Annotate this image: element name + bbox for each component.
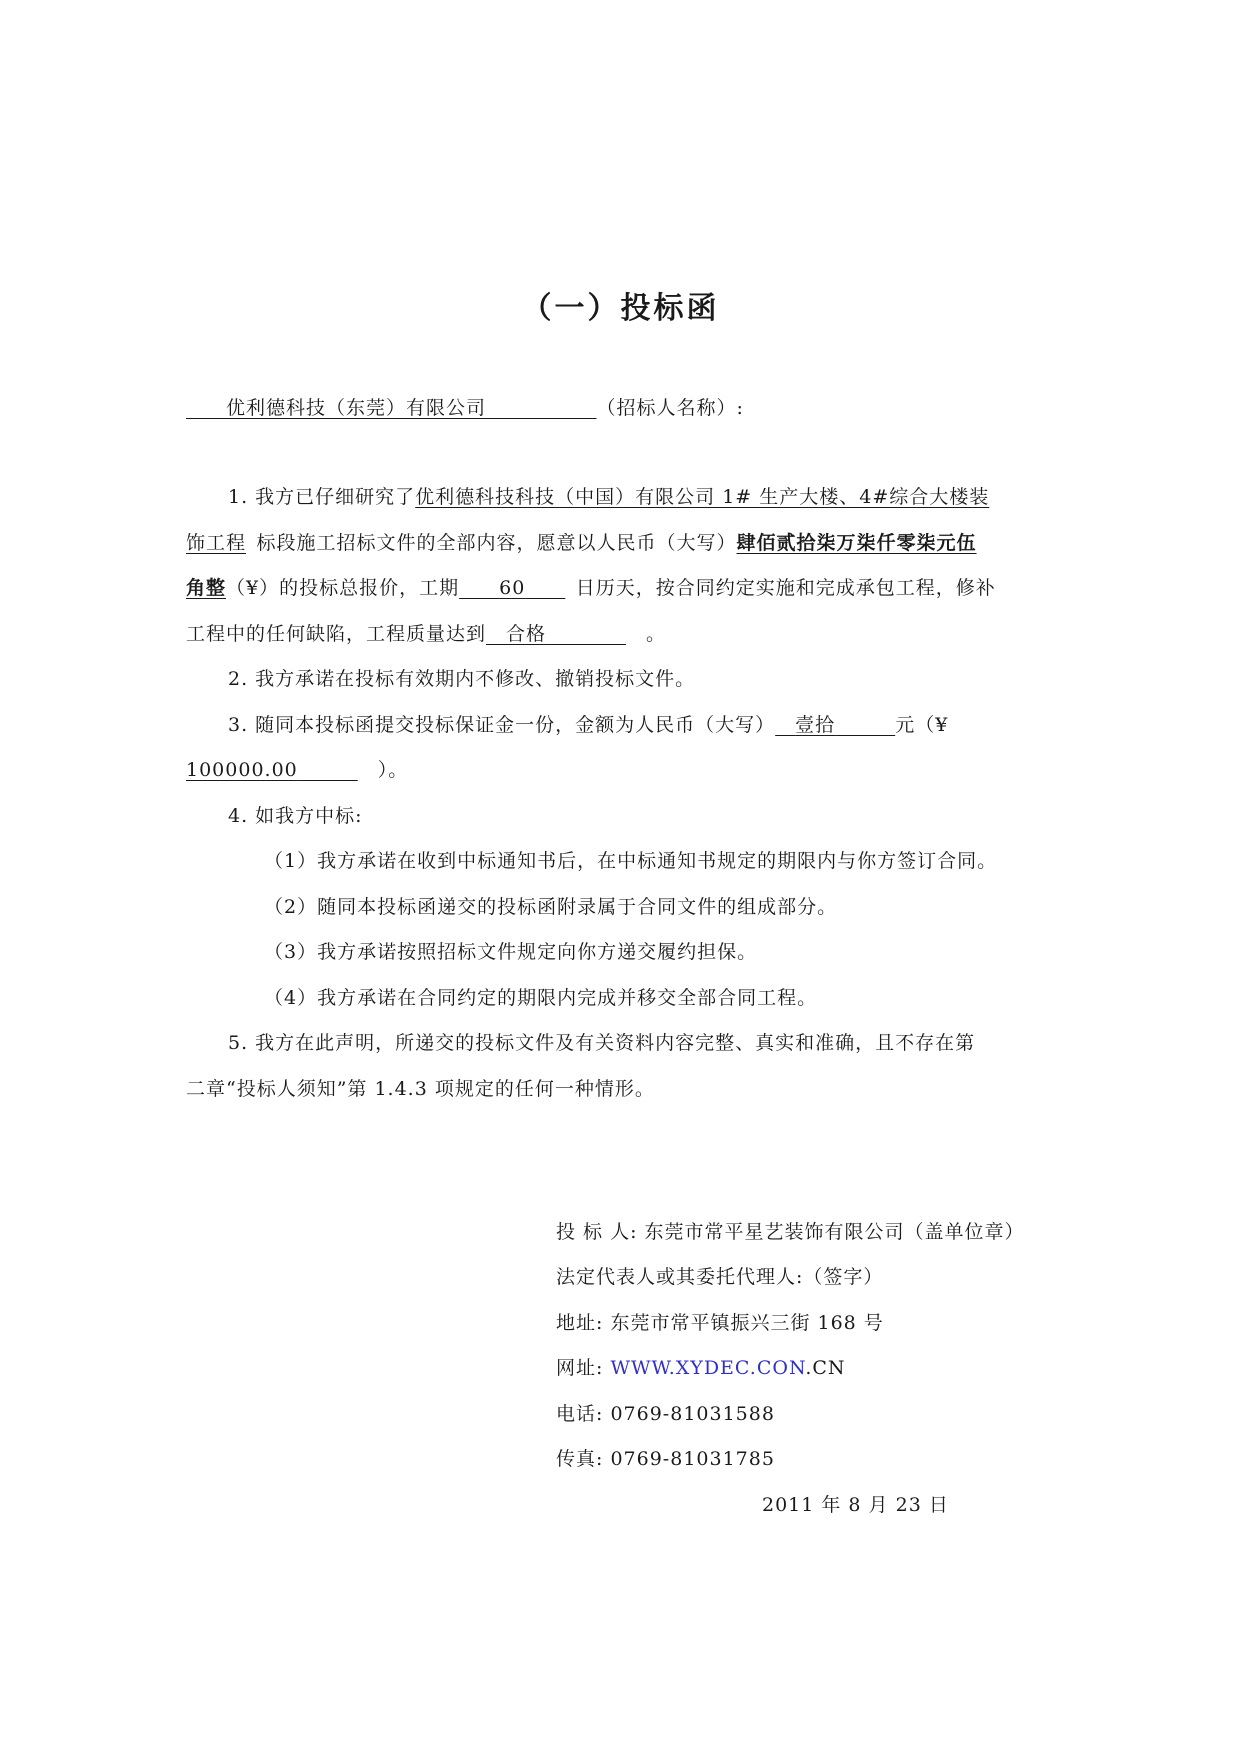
clause4-item-2: （2）随同本投标函递交的投标函附录属于合同文件的组成部分。	[264, 896, 838, 918]
clause2: 2. 我方承诺在投标有效期内不修改、撤销投标文件。	[228, 668, 696, 690]
signature-date: 2011 年 8 月 23 日	[762, 1494, 949, 1516]
bid-amount-words-part2: 角整	[186, 577, 227, 599]
website-link[interactable]: WWW.XYDEC.CON	[610, 1357, 806, 1379]
signature-representative: 法定代表人或其委托代理人:（签字）	[556, 1266, 884, 1288]
clause5-line2: 二章“投标人须知”第 1.4.3 项规定的任何一种情形。	[186, 1078, 655, 1100]
clause1-line1: 1. 我方已仔细研究了优利德科技科技（中国）有限公司 1# 生产大楼、4#综合大楼装	[228, 486, 990, 508]
clause4-item-4: （4）我方承诺在合同约定的期限内完成并移交全部合同工程。	[264, 987, 818, 1009]
signature-website: 网址: WWW.XYDEC.CON.CN	[556, 1357, 846, 1379]
recipient-line	[186, 395, 1056, 421]
clause1-line4: 工程中的任何缺陷，工程质量达到 合格 。	[186, 623, 667, 645]
project-name-part2: 饰工程	[186, 532, 247, 554]
duration-days: 60	[499, 577, 526, 599]
recipient-suffix: （招标人名称）:	[596, 397, 744, 419]
quality-standard: 合格	[506, 623, 547, 645]
signature-address: 地址: 东莞市常平镇振兴三街 168 号	[556, 1312, 884, 1334]
clause4-heading: 4. 如我方中标:	[228, 805, 363, 827]
deposit-amount-words: 壹拾	[795, 714, 836, 736]
recipient-name: 优利德科技（东莞）有限公司	[226, 397, 487, 419]
clause4-item-1: （1）我方承诺在收到中标通知书后，在中标通知书规定的期限内与你方签订合同。	[264, 850, 998, 872]
bid-amount-words-part1: 肆佰贰拾柒万柒仟零柒元伍	[736, 532, 977, 554]
clause4-item-3: （3）我方承诺按照招标文件规定向你方递交履约担保。	[264, 941, 758, 963]
clause3-line1: 3. 随同本投标函提交投标保证金一份，金额为人民币（大写） 壹拾 元（¥	[228, 714, 949, 736]
clause1-line2: 饰工程 标段施工招标文件的全部内容，愿意以人民币（大写）肆佰贰拾柒万柒仟零柒元伍	[186, 532, 977, 554]
clause5-line1: 5. 我方在此声明，所递交的投标文件及有关资料内容完整、真实和准确，且不存在第	[228, 1032, 976, 1054]
clause1-line3: 角整（¥）的投标总报价，工期 60 日历天，按合同约定实施和完成承包工程，修补	[186, 577, 996, 599]
signature-fax: 传真: 0769-81031785	[556, 1448, 775, 1470]
project-name-part1: 优利德科技科技（中国）有限公司 1# 生产大楼、4#综合大楼装	[415, 486, 990, 508]
deposit-amount-number: 100000.00	[186, 759, 298, 781]
page-title: （一）投标函	[521, 291, 720, 326]
signature-bidder: 投 标 人: 东莞市常平星艺装饰有限公司（盖单位章）	[556, 1221, 1025, 1243]
signature-phone: 电话: 0769-81031588	[556, 1403, 775, 1425]
clause3-line2: 100000.00 ）。	[186, 759, 409, 781]
